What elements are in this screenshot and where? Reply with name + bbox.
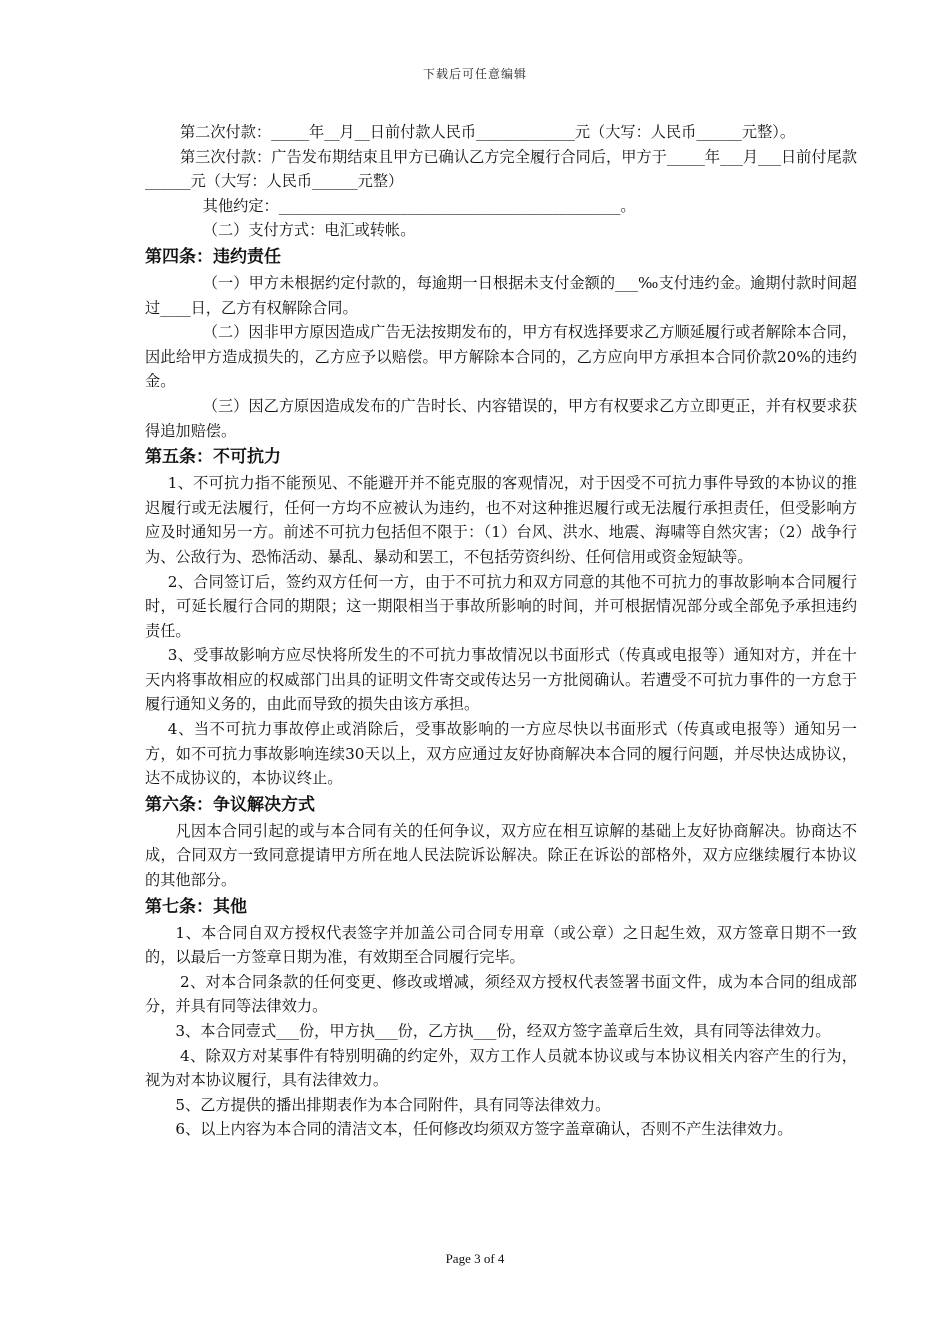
article-5-para-2: 2、合同签订后，签约双方任何一方，由于不可抗力和双方同意的其他不可抗力的事故影响本合同履行时，可延长履行合同的期限；这一期限相当于事故所影响的时间，并可根据情况部分或全部免予承担违约责任。 (145, 572, 857, 640)
article-7-para-5: 5、乙方提供的播出排期表作为本合同附件，具有同等法律效力。 (175, 1095, 611, 1114)
document-body (145, 120, 857, 1142)
payment-method-line: （二）支付方式：电汇或转帐。 (202, 221, 416, 240)
article-6-para-1: 凡因本合同引起的或与本合同有关的任何争议，双方应在相互谅解的基础上友好协商解决。协商达不成，合同双方一致同意提请甲方所在地人民法院诉讼解决。除正在诉讼的部格外，双方应继续履行本协议的其他部分。 (145, 821, 857, 890)
article-4-para-1: （一）甲方未根据约定付款的，每逾期一日根据未支付金额的___‰支付违约金。逾期付款时间超过____日，乙方有权解除合同。 (145, 273, 857, 317)
article-7-title: 第七条：其他 (145, 896, 247, 917)
article-5-para-1: 1、不可抗力指不能预见、不能避开并不能克服的客观情况，对于因受不可抗力事件导致的本协议的推迟履行或无法履行，任何一方均不应被认为违约，也不对这种推迟履行或无法履行承担责任，但受影响方应及时通知另一方。前述不可抗力包括但不限于：（1）台风、洪水、地震、海啸等自然灾害；（2）战争行为、公敌行为、恐怖活动、暴乱、暴动和罢工，不包括劳资纠纷、任何信用或资金短缺等。 (145, 474, 857, 566)
article-4-para-2: （二）因非甲方原因造成广告无法按期发布的，甲方有权选择要求乙方顺延履行或者解除本合同，因此给甲方造成损失的，乙方应予以赔偿。甲方解除本合同的，乙方应向甲方承担本合同价款20%的违约金。 (145, 323, 857, 391)
article-5-title: 第五条：不可抗力 (145, 447, 281, 468)
third-payment-line: 第三次付款：广告发布期结束且甲方已确认乙方完全履行合同后，甲方于_____年___月___日前付尾款______元（大写：人民币______元整） (145, 147, 858, 191)
article-5-para-4: 4、当不可抗力事故停止或消除后，受事故影响的一方应尽快以书面形式（传真或电报等）通知另一方，如不可抗力事故影响连续30天以上，双方应通过友好协商解决本合同的履行问题，并尽快达成协议，达不成协议的，本协议终止。 (145, 720, 857, 788)
article-4-para-3: （三）因乙方原因造成发布的广告时长、内容错误的，甲方有权要求乙方立即更正，并有权要求获得追加赔偿。 (145, 396, 857, 440)
article-4-title: 第四条：违约责任 (145, 246, 281, 267)
article-7-para-1: 1、本合同自双方授权代表签字并加盖公司合同专用章（或公章）之日起生效，双方签章日期不一致的，以最后一方签章日期为准，有效期至合同履行完毕。 (145, 923, 857, 967)
page-header: 下载后可任意编辑 (422, 67, 527, 81)
second-payment-line: 第二次付款：_____年__月__日前付款人民币_____________元（大写：人民币______元整）。 (179, 123, 796, 141)
article-7-para-6: 6、以上内容为本合同的清洁文本，任何修改均须双方签字盖章确认，否则不产生法律效力。 (175, 1120, 793, 1139)
page-number: Page 3 of 4 (445, 1251, 505, 1266)
other-agreement-line: 其他约定：_____________________________________________。 (202, 196, 636, 215)
article-7-para-3: 3、本合同壹式___份，甲方执___份，乙方执___份，经双方签字盖章后生效，具有同等法律效力。 (175, 1022, 831, 1040)
article-6-title: 第六条：争议解决方式 (145, 794, 315, 815)
article-7-para-2: 2、对本合同条款的任何变更、修改或增减，须经双方授权代表签署书面文件，成为本合同的组成部分，并具有同等法律效力。 (145, 972, 857, 1016)
article-7-para-4: 4、除双方对某事件有特别明确的约定外，双方工作人员就本协议或与本协议相关内容产生的行为，视为对本协议履行，具有法律效力。 (145, 1046, 857, 1090)
article-5-para-3: 3、受事故影响方应尽快将所发生的不可抗力事故情况以书面形式（传真或电报等）通知对方，并在十天内将事故相应的权威部门出具的证明文件寄交或传达另一方批阅确认。若遭受不可抗力事件的一方怠于履行通知义务的，由此而导致的损失由该方承担。 (145, 646, 857, 714)
